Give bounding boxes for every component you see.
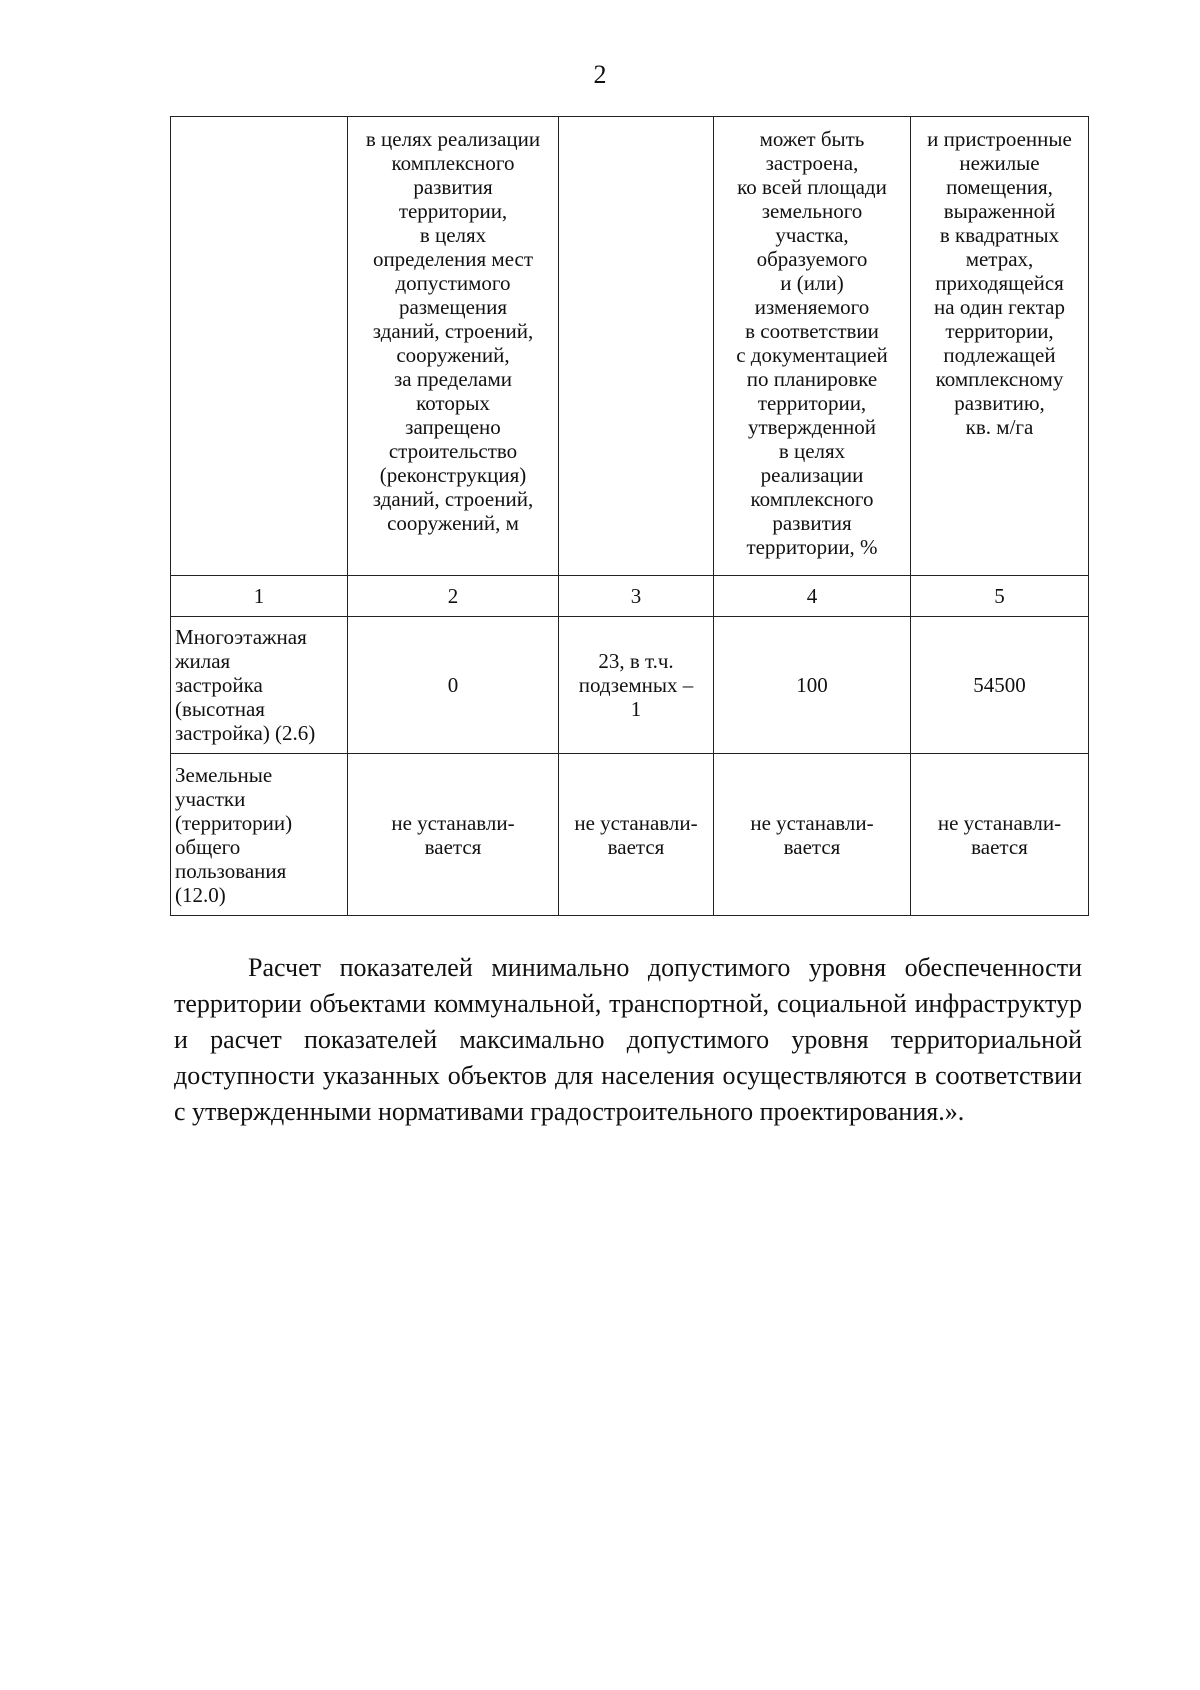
header-cell [171, 117, 348, 576]
row-label: Земельные участки (территории) общего пользования (12.0) [171, 754, 348, 916]
header-cell: может быть застроена, ко всей площади земельного участка, образуемого и (или) изменяемого в соответствии с документацией по планировке территории, утвержденной в целях реализации комплексного развития территории, % [714, 117, 911, 576]
table-header-row [171, 117, 1089, 576]
table-row [171, 754, 1089, 916]
table-cell: не устанавли- вается [348, 754, 559, 916]
column-number-row [171, 576, 1089, 617]
table-cell: 0 [348, 617, 559, 754]
table-cell: 100 [714, 617, 911, 754]
table-cell: 54500 [911, 617, 1089, 754]
column-number: 5 [911, 576, 1089, 617]
header-cell [559, 117, 714, 576]
page-number: 2 [593, 60, 607, 89]
column-number: 2 [348, 576, 559, 617]
row-label: Многоэтажная жилая застройка (высотная застройка) (2.6) [171, 617, 348, 754]
header-cell: и пристроенные нежилые помещения, выраженной в квадратных метрах, приходящейся на один гектар территории, подлежащей комплексному развитию, кв. м/га [911, 117, 1089, 576]
column-number: 3 [559, 576, 714, 617]
table-row [171, 617, 1089, 754]
table-cell: не устанавли- вается [559, 754, 714, 916]
table-cell: 23, в т.ч. подземных – 1 [559, 617, 714, 754]
column-number: 4 [714, 576, 911, 617]
header-cell: в целях реализации комплексного развития территории, в целях определения мест допустимого размещения зданий, строений, сооружений, за пределами которых запрещено строительство (реконструкция) зданий, строений, сооружений, м [348, 117, 559, 576]
indicators-table [170, 116, 1089, 916]
table-cell: не устанавли- вается [714, 754, 911, 916]
body-paragraph: Расчет показателей минимально допустимого уровня обеспеченности территории объектами коммунальной, транспортной, социальной инфраструктур и расчет показателей максимально допустимого уровня территориальной доступности указанных объектов для населения осуществляются в соответствии с утвержденными нормативами градостроительного проектирования.». [174, 953, 1082, 1126]
column-number: 1 [171, 576, 348, 617]
table-cell: не устанавли- вается [911, 754, 1089, 916]
